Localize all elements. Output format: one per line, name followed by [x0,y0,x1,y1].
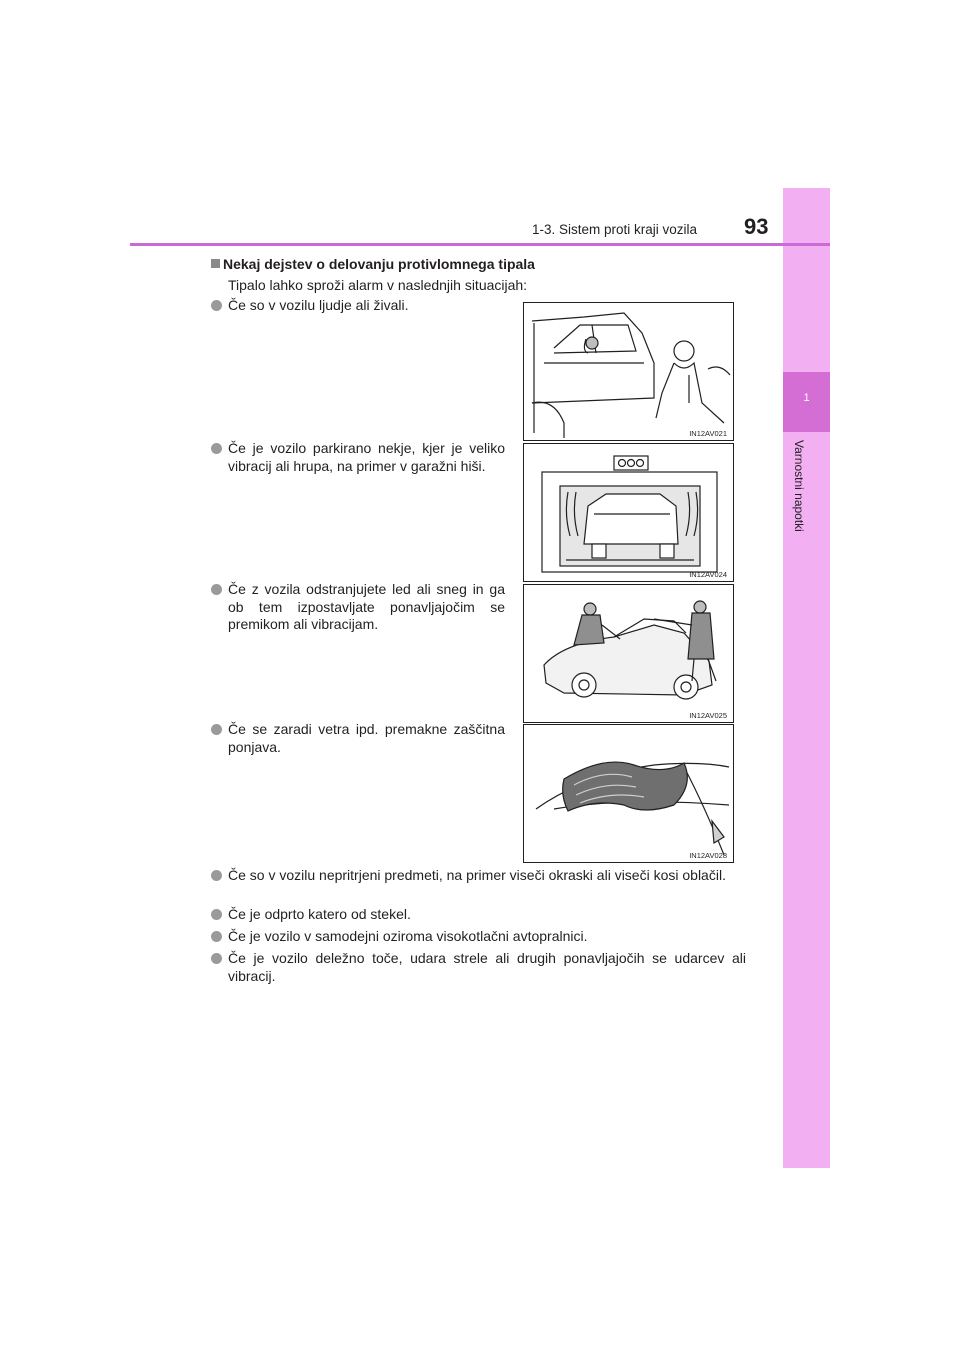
car-cover-icon [524,725,733,862]
list-item-text: Če se zaradi vetra ipd. premakne zaščitna ponjava. [228,721,505,755]
section-intro: Tipalo lahko sproži alarm v naslednjih situacijah: [228,277,528,293]
list-item [211,950,746,985]
illustration-people-removing-snow [523,584,734,723]
list-item-text: Če je odprto katero od stekel. [228,906,411,922]
list-item-text: Če z vozila odstranjujete led ali sneg in ga ob tem izpostavljate ponavljajočim se premikom ali vibracijam. [228,581,505,632]
bullet-dot-icon [211,870,222,881]
header-rule [130,243,830,246]
bullet-dot-icon [211,724,222,735]
page-number: 93 [744,214,769,239]
list-item [211,867,746,885]
section-title: Nekaj dejstev o delovanju protivlomnega tipala [223,256,535,272]
bullet-dot-icon [211,931,222,942]
person-dog-in-car-icon [524,303,733,440]
chapter-number: 1 [803,392,810,404]
list-item-text: Če so v vozilu ljudje ali živali. [228,297,409,313]
list-item-text: Če je vozilo v samodejni oziroma visokotlačni avtopralnici. [228,928,588,944]
list-item-text: Če je vozilo parkirano nekje, kjer je veliko vibracij ali hrupa, na primer v garažni hiši. [228,440,505,474]
image-code: IN12AV025 [689,711,727,720]
list-item [211,928,746,946]
list-item [211,440,505,475]
list-item-text: Če so v vozilu nepritrjeni predmeti, na primer viseči okraski ali viseči kosi oblačil. [228,867,726,883]
running-header: 1-3. Sistem proti kraji vozila [531,222,697,237]
image-code: IN12AV028 [689,851,727,860]
car-in-garage-icon [524,444,733,581]
image-code: IN12AV024 [689,570,727,579]
bullet-dot-icon [211,300,222,311]
list-item [211,581,505,634]
list-item [211,297,501,315]
list-item [211,906,746,924]
illustration-car-cover [523,724,734,863]
illustration-car-in-garage [523,443,734,582]
bullet-dot-icon [211,909,222,920]
bullet-dot-icon [211,584,222,595]
illustration-person-dog-in-car [523,302,734,441]
chapter-label: Varnostni napotki [792,440,806,532]
square-bullet-icon [211,259,220,268]
bullet-dot-icon [211,953,222,964]
bullet-dot-icon [211,443,222,454]
image-code: IN12AV021 [689,429,727,438]
section-heading [211,256,535,272]
people-removing-snow-icon [524,585,733,722]
list-item [211,721,505,756]
chapter-sidebar [783,188,830,1168]
list-item-text: Če je vozilo deležno toče, udara strele ali drugih ponavljajočih se udarcev ali vibracij. [228,950,746,984]
